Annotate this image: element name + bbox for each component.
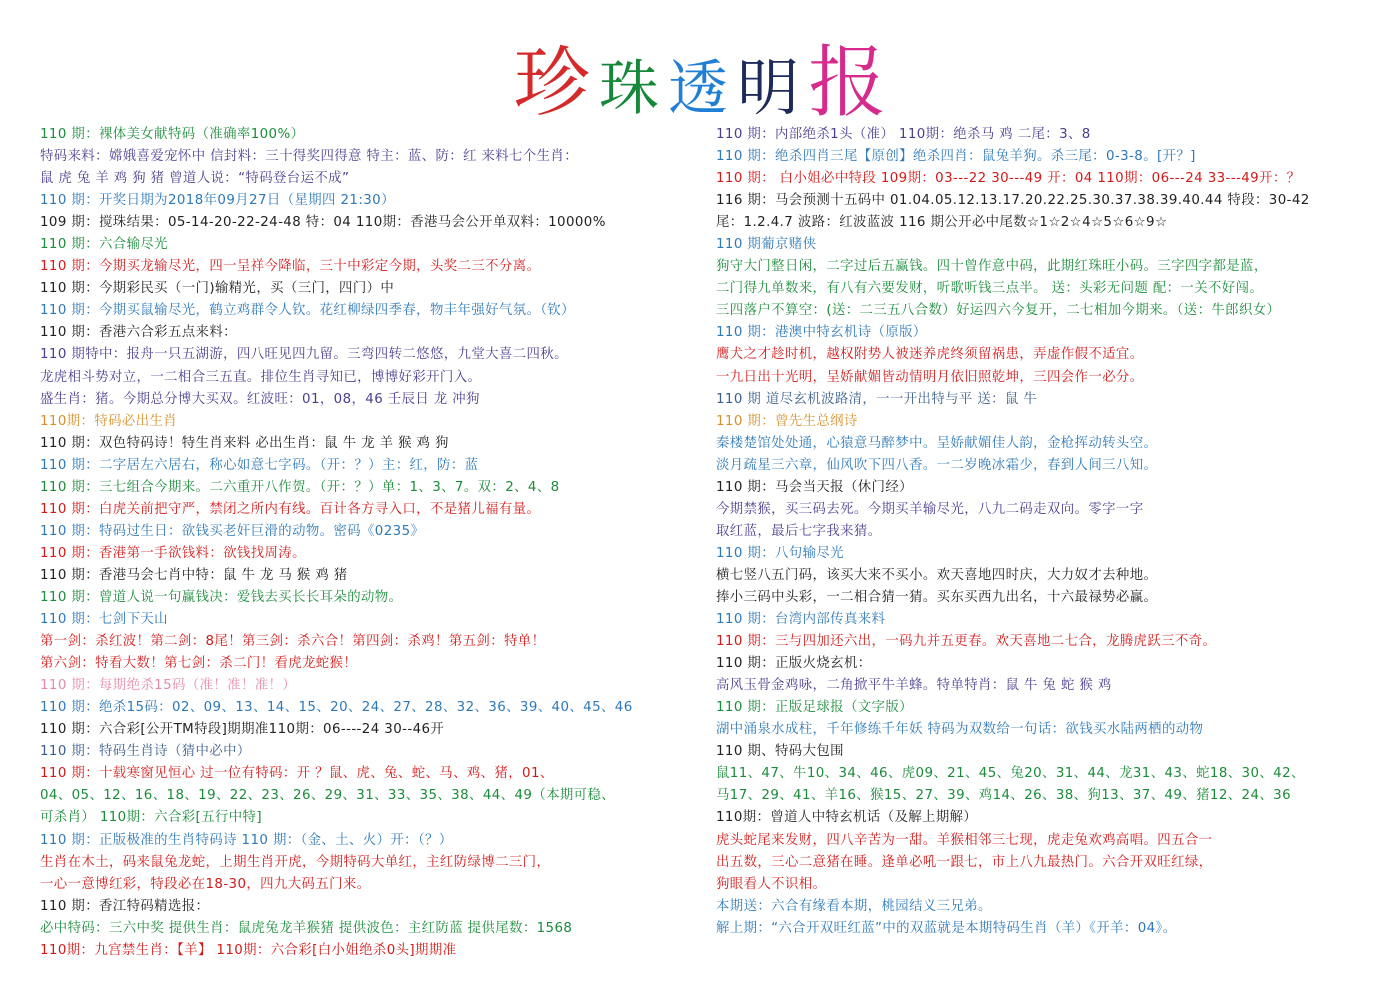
right-column-line: 湖中涌泉水成柱，千年修练千年妖 特码为双数给一句话：欲钱买水陆两栖的动物 [716, 722, 1204, 738]
right-column-line: 110 期：八句输尽光 [716, 545, 844, 561]
left-column-line: 110 期：双色特码诗！特生肖来料 必出生肖：鼠 牛 龙 羊 猴 鸡 狗 [40, 435, 449, 451]
left-column-line: 110 期：七剑下天山 [40, 612, 168, 628]
left-column-line: 第一剑：杀红波！第二剑：8尾！第三剑：杀六合！第四剑：杀鸡！第五剑：特单！ [40, 634, 546, 650]
right-column-line: 淡月疏星三六章，仙风吹下四八香。一二岁晚冰霜少，春到人间三八知。 [716, 457, 1158, 473]
right-column-line: 110 期：内部绝杀1头（准） 110期：绝杀马 鸡 二尾：3、8 [716, 127, 1091, 142]
left-column-line: 110 期：今期买鼠输尽光，鹤立鸡群令人钦。花红柳绿四季春，物丰年强好气氛。（钦） [40, 303, 575, 319]
right-column-line: 110 期：正版火烧玄机： [716, 656, 872, 672]
right-column-line: 虎头蛇尾来发财，四八辛苦为一甜。羊猴相邻三七现，虎走兔欢鸡高唱。四五合一 [716, 832, 1213, 848]
right-column-line: 秦楼楚馆处处通，心猿意马醉梦中。呈娇献媚佳人韵，金枪挥动转头空。 [716, 435, 1158, 451]
title-char-1: 珍 [513, 38, 590, 127]
right-column-line: 高风玉骨金鸡咏，二角掀平牛羊蜂。特单特肖：鼠 牛 兔 蛇 猴 鸡 [716, 678, 1112, 694]
right-column-line: 捧小三码中头彩，一二相合猜一猜。买东买西九出名，十六最禄势必赢。 [716, 589, 1158, 605]
right-column-line: 116 期：马会预测十五码中 01.04.05.12.13.17.20.22.25.30.37.38.39.40.44 特段：30-42 [716, 193, 1310, 209]
right-column-line: 横七竖八五门码，该买大来不买小。欢天喜地四时庆，大力奴才去种地。 [716, 567, 1158, 583]
right-column [716, 124, 1386, 940]
right-column-line: 110 期：港澳中特玄机诗（原版） [716, 325, 927, 341]
right-column-line: 110 期：台湾内部传真来料 [716, 612, 886, 628]
left-column-line: 110 期：白虎关前把守严，禁闭之所内有线。百计各方寻入口，不是猪儿福有量。 [40, 501, 541, 517]
right-column-line: 狗守大门整日闲，二字过后五赢钱。四十曾作意中码，此期红珠旺小码。三字四字都是蓝， [716, 259, 1268, 275]
right-column-line: 110 期：三与四加还六出，一码九并五更春。欢天喜地二七合，龙腾虎跃三不奇。 [716, 634, 1217, 650]
right-column-line: 110 期 道尽玄机波路清，一一开出特与平 送：鼠 牛 [716, 391, 1038, 407]
left-column-line: 110 期：裸体美女献特码（准确率100%） [40, 127, 305, 142]
right-column-line: 110 期：马会当天报（休门经） [716, 479, 913, 495]
right-column-line: 110 期：曾先生总纲诗 [716, 413, 858, 429]
left-column-line: 110 期：特码生肖诗（猜中必中） [40, 744, 251, 760]
left-column-line: 110 期：香江特码精选报： [40, 898, 210, 914]
right-column-line: 尾：1.2.4.7 波路：红波蓝波 116 期公开必中尾数☆1☆2☆4☆5☆6☆9☆ [716, 215, 1168, 231]
page-title [0, 20, 1400, 128]
left-column-line: 110 期：特码过生日：欲钱买老奸巨滑的动物。密码《0235》 [40, 523, 425, 539]
left-column-line: 110期：九宫禁生肖：【羊】 110期：六合彩[白小姐绝杀0头]期期准 [40, 942, 457, 958]
left-column-line: 生肖在木土，码来鼠兔龙蛇，上期生肖开虎，今期特码大单红，主红防绿博二三门， [40, 854, 551, 870]
left-column-line: 110 期：二字居左六居右，称心如意七字码。（开：？）主：红，防：蓝 [40, 457, 479, 473]
left-column-line: 110 期：今期彩民买（一门)输精光，买（三门，四门）中 [40, 281, 395, 297]
left-column-line: 110 期：香港六合彩五点来料： [40, 325, 237, 341]
left-column [40, 124, 695, 962]
left-column-line: 一心一意博红彩，特段必在18-30，四九大码五门来。 [40, 876, 371, 892]
right-column-line: 出五数，三心二意猪在睡。逢单必吼一跟七，市上八九最热门。六合开双旺红绿， [716, 854, 1213, 870]
title-char-4: 明 [737, 51, 800, 124]
title-char-2: 珠 [598, 54, 659, 124]
left-column-line: 盛生肖：猪。今期总分博大买双。红波旺：01，08，46 壬辰日 龙 冲狗 [40, 391, 480, 407]
right-column-line: 110期：曾道人中特玄机话（及解上期解） [716, 810, 978, 826]
left-column-line: 109 期：搅珠结果：05-14-20-22-24-48 特：04 110期：香港马会公开单双料：10000% [40, 215, 606, 231]
left-column-line: 第六剑：特看大数！第七剑：杀二门！看虎龙蛇猴！ [40, 656, 358, 672]
right-column-line: 110 期：正版足球报（文字版） [716, 700, 913, 716]
left-column-line: 110 期特中：报舟一只五湖游，四八旺见四九留。三弯四转二悠悠，九堂大喜二四秋。 [40, 347, 568, 363]
left-column-line: 110 期：香港第一手欲钱料：欲钱找周涛。 [40, 545, 306, 561]
right-column-line: 110 期： 白小姐必中特段 109期：03---22 30---49 开：04 110期：06---24 33---49开：？ [716, 171, 1301, 187]
title-char-3: 透 [667, 54, 728, 124]
right-column-line: 马17、29、41、羊16、猴15、27、39、鸡14、26、38、狗13、37、49、猪12、24、36 [716, 788, 1292, 804]
right-column-line: 今期禁猴，买三码去死。今期买羊输尽光，八九二码走双向。零字一字 [716, 501, 1144, 517]
left-column-line: 04、05、12、16、18、19、22、23、26、29、31、33、35、38、44、49（本期可稳、 [40, 788, 616, 804]
left-column-line: 特码来料：嫦娥喜爱宠怀中 信封料：三十得奖四得意 特主：蓝、防：红 来料七个生肖： [40, 149, 579, 165]
left-column-line: 110 期：曾道人说一句赢钱决：爱钱去买长长耳朵的动物。 [40, 589, 403, 605]
right-column-line: 二门得九单数来，有八有六要发财，听歌听钱三点半。 送：头彩无问题 配：一关不好闯。 [716, 281, 1264, 297]
left-column-line: 110 期：香港马会七肖中特：鼠 牛 龙 马 猴 鸡 猪 [40, 567, 348, 583]
left-column-line: 必中特码：三六中奖 提供生肖：鼠虎兔龙羊猴猪 提供波色：主红防蓝 提供尾数：1568 [40, 920, 573, 936]
left-column-line: 110 期：六合输尽光 [40, 237, 168, 253]
left-column-line: 鼠 虎 兔 羊 鸡 狗 猪 曾道人说：“特码登台运不成” [40, 171, 350, 187]
left-column-line: 110 期：开奖日期为2018年09月27日（星期四 21:30） [40, 193, 395, 209]
left-column-line: 110 期：六合彩[公开TM特段]期期准110期：06----24 30--46开 [40, 722, 445, 738]
left-column-line: 110 期：今期买龙输尽光，四一呈祥今降临，三十中彩定今期，头奖二三不分离。 [40, 259, 541, 275]
right-column-line: 解上期：“六合开双旺红蓝”中的双蓝就是本期特码生肖（羊）《开羊：04》。 [716, 920, 1177, 936]
right-column-line: 鹰犬之才趁时机，越权附势人被迷养虎终须留祸患，弄虚作假不适宜。 [716, 347, 1144, 363]
left-column-line: 110 期：十载寒窗见恒心 过一位有特码：开 ？鼠、虎、兔、蛇、马、鸡、猪，01、 [40, 766, 554, 782]
right-column-line: 鼠11、47、牛10、34、46、虎09、21、45、兔20、31、44、龙31、43、蛇18、30、42、 [716, 766, 1305, 782]
left-column-line: 110 期：三七组合今期来。二六重开八作贺。（开：？）单：1、3、7。双：2、4、8 [40, 479, 560, 495]
left-column-line: 110期：特码必出生肖 [40, 413, 178, 429]
left-column-line: 可杀肖） 110期：六合彩[五行中特] [40, 810, 262, 826]
right-column-line: 三四落户不算空：(送：二三五八合数）好运四六今复开，二七相加今期来。（送：牛郎织女） [716, 303, 1281, 319]
right-column-line: 110 期、特码大包围 [716, 744, 844, 760]
left-column-line: 龙虎相斗势对立，一二相合三五直。排位生肖寻知已，博博好彩开门入。 [40, 369, 482, 385]
right-column-line: 110 期葡京赌侠 [716, 237, 817, 253]
title-char-5: 报 [808, 38, 887, 128]
left-column-line: 110 期：每期绝杀15码（准！准！准！） [40, 678, 297, 694]
left-column-line: 110 期：绝杀15码：02、09、13、14、15、20、24、27、28、32、36、39、40、45、46 [40, 700, 633, 716]
right-column-line: 一九日出十光明，呈娇献媚皆动情明月依旧照乾坤，三四会作一必分。 [716, 369, 1144, 385]
right-column-line: 取红蓝，最后七字我来猜。 [716, 523, 882, 539]
right-column-line: 狗眼看人不识相。 [716, 876, 827, 892]
left-column-line: 110 期：正版极准的生肖特码诗 110 期：（金、土、火）开：（？） [40, 832, 453, 848]
right-column-line: 本期送：六合有缘看本期，桃园结义三兄弟。 [716, 898, 992, 914]
right-column-line: 110 期：绝杀四肖三尾【原创】绝杀四肖：鼠兔羊狗。杀三尾：0-3-8。[开？] [716, 149, 1196, 165]
